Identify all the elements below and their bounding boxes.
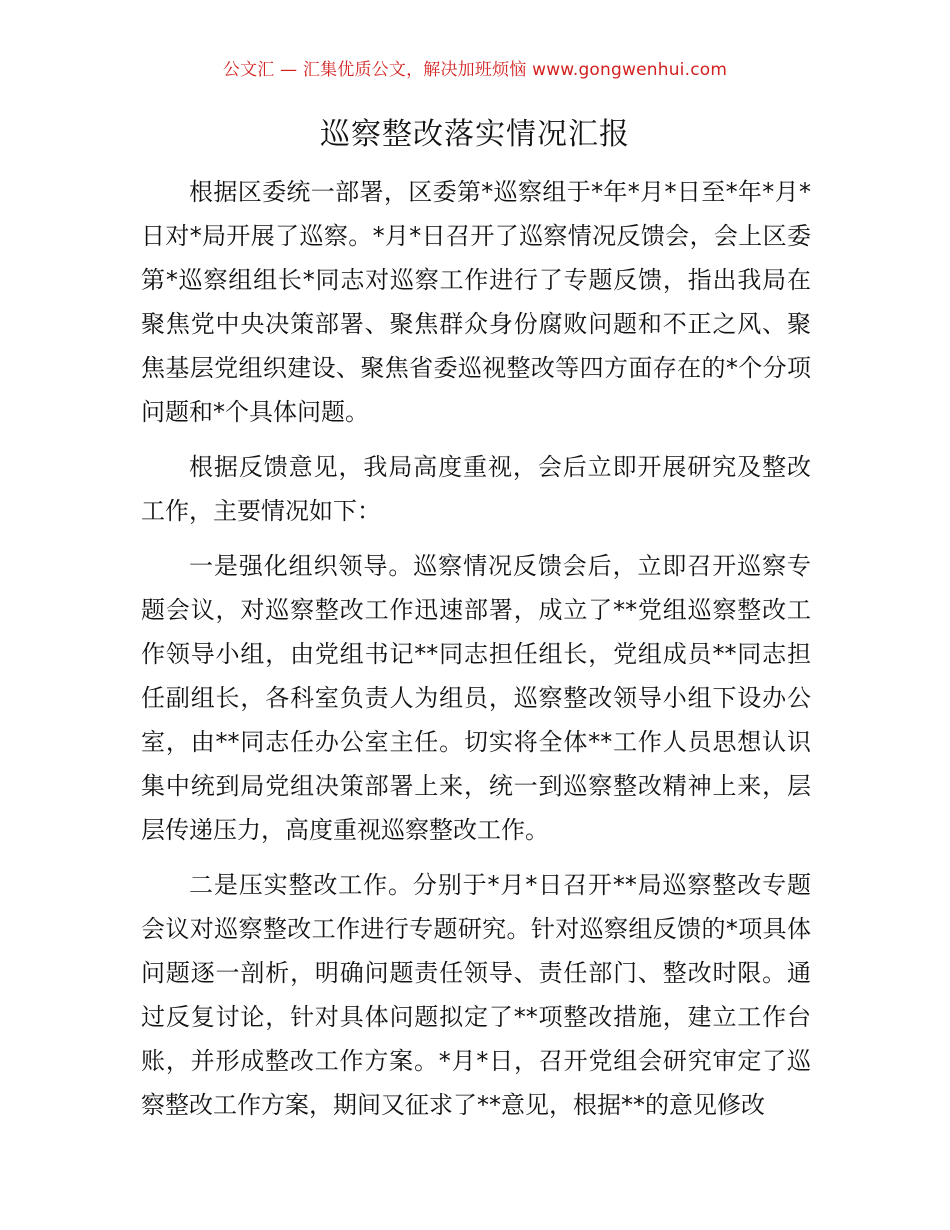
document-body xyxy=(141,170,811,1127)
paragraph-intro: 根据区委统一部署，区委第*巡察组于*年*月*日至*年*月*日对*局开展了巡察。*月*日召开了巡察情况反馈会，会上区委第*巡察组组长*同志对巡察工作进行了专题反馈，指出我局在聚焦党中央决策部署、聚焦群众身份腐败问题和不正之风、聚焦基层党组织建设、聚焦省委巡视整改等四方面存在的*个分项问题和*个具体问题。 xyxy=(141,178,811,426)
paragraph-leadership: 一是强化组织领导。巡察情况反馈会后，立即召开巡察专题会议，对巡察整改工作迅速部署，成立了**党组巡察整改工作领导小组，由党组书记**同志担任组长，党组成员**同志担任副组长，各科室负责人为组员，巡察整改领导小组下设办公室，由**同志任办公室主任。切实将全体**工作人员思想认识集中统到局党组决策部署上来，统一到巡察整改精神上来，层层传递压力，高度重视巡察整改工作。 xyxy=(141,552,811,844)
document-title: 巡察整改落实情况汇报 xyxy=(320,117,630,152)
paragraph-rectification: 二是压实整改工作。分别于*月*日召开**局巡察整改专题会议对巡察整改工作进行专题研究。针对巡察组反馈的*项具体问题逐一剖析，明确问题责任领导、责任部门、整改时限。通过反复讨论，针对具体问题拟定了**项整改措施，建立工作台账，并形成整改工作方案。*月*日，召开党组会研究审定了巡察整改工作方案，期间又征求了**意见，根据**的意见修改 xyxy=(141,871,811,1119)
paragraph-response: 根据反馈意见，我局高度重视，会后立即开展研究及整改工作，主要情况如下： xyxy=(141,453,811,525)
header-banner: 公文汇 — 汇集优质公文，解决加班烦恼 www.gongwenhui.com xyxy=(222,60,728,80)
